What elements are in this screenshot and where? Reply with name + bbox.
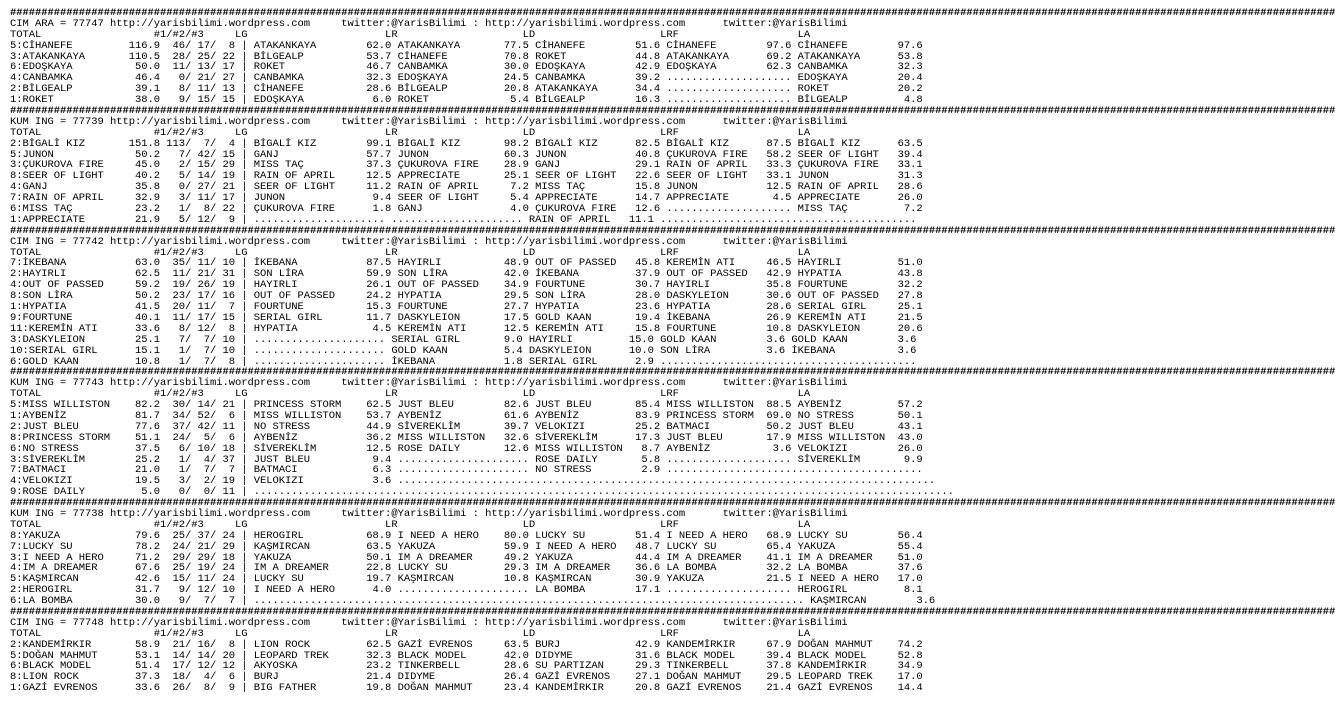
separator-line: ####################################################################################################################################################################################################################	[10, 497, 1335, 510]
horse-row-line: 8:LION ROCK 37.3 18/ 4/ 6 | BURJ 21.4 DIDYME 26.4 GAZİ EVRENOS 27.1 DOĞAN MAHMUT 29.5 LEOPARD TREK 17.0	[10, 671, 923, 684]
horse-row-line: 6:NO STRESS 37.5 6/ 10/ 18 | SİVEREKLİM 12.5 ROSE DAILY 12.6 MISS WILLISTON 8.7 AYBENİZ 3.6 VELOKIZI 26.0	[10, 442, 923, 455]
column-header-line: TOTAL #1/#2/#3 LG LR LD LRF LA	[10, 126, 811, 139]
column-header-line: TOTAL #1/#2/#3 LG LR LD LRF LA	[10, 246, 811, 259]
horse-row-line: 7:RAIN OF APRIL 32.9 3/ 11/ 17 | JUNON 9.4 SEER OF LIGHT 5.4 APPRECIATE 14.7 APPRECIATE 4.5 APPRECIATE 26.0	[10, 192, 923, 205]
horse-row-line: 9:FOURTUNE 40.1 11/ 17/ 15 | SERIAL GIRL 11.7 DASKYLEION 17.5 GOLD KAAN 19.4 İKEBANA 26.9 KEREMİN ATI 21.5	[10, 311, 923, 324]
horse-row-line: 2:HEROGIRL 31.7 9/ 12/ 10 | I NEED A HERO 4.0 ..................... LA BOMBA 17.1 .................... HEROGIRL 8.1	[10, 584, 923, 597]
separator-line: ####################################################################################################################################################################################################################	[10, 366, 1335, 379]
horse-row-line: 3:ÇUKUROVA FIRE 45.0 2/ 15/ 29 | MISS TAÇ 37.3 ÇUKUROVA FIRE 28.9 GANJ 29.1 RAIN OF APRIL 33.3 ÇUKUROVA FIRE 33.1	[10, 159, 923, 172]
column-header-line: TOTAL #1/#2/#3 LG LR LD LRF LA	[10, 28, 811, 41]
horse-row-line: 2:JUST BLEU 77.6 37/ 42/ 11 | NO STRESS 44.9 SİVEREKLİM 39.7 VELOKIZI 25.2 BATMACI 50.2 JUST BLEU 43.1	[10, 420, 923, 433]
race-header-line: KUM ING = 77738 http://yarisbilimi.wordpress.com twitter:@YarisBilimi : http://yarisbilimi.wordpress.com twitter:@YarisBilimi	[10, 507, 848, 520]
horse-row-line: 6:MISS TAÇ 23.2 1/ 8/ 22 | ÇUKUROVA FIRE 1.8 GANJ 4.0 ÇUKUROVA FIRE 12.6 .................... MISS TAÇ 7.2	[10, 203, 923, 216]
horse-row-line: 3:ATAKANKAYA 110.5 28/ 25/ 22 | BİLGEALP 53.7 CİHANEFE 70.8 ROKET 44.8 ATAKANKAYA 69.2 ATAKANKAYA 53.8	[10, 50, 923, 63]
race-header-line: KUM ING = 77739 http://yarisbilimi.wordpress.com twitter:@YarisBilimi : http://yarisbilimi.wordpress.com twitter:@YarisBilimi	[10, 115, 848, 128]
separator-line: ####################################################################################################################################################################################################################	[10, 7, 1335, 19]
horse-row-line: 5:JUNON 50.2 7/ 42/ 15 | GANJ 57.7 JUNON 60.3 JUNON 40.8 ÇUKUROVA FIRE 58.2 SEER OF LIGHT 39.4	[10, 148, 923, 161]
separator-line: ####################################################################################################################################################################################################################	[10, 105, 1335, 118]
separator-line: ####################################################################################################################################################################################################################	[10, 605, 1335, 618]
horse-row-line: 1:AYBENİZ 81.7 34/ 52/ 6 | MISS WILLISTON 53.7 AYBENİZ 61.6 AYBENİZ 83.9 PRINCESS STORM 69.0 NO STRESS 50.1	[10, 409, 923, 422]
horse-row-line: 5:CİHANEFE 116.9 46/ 17/ 8 | ATAKANKAYA 62.0 ATAKANKAYA 77.5 CİHANEFE 51.6 CİHANEFE 97.6 CİHANEFE 97.6	[10, 39, 923, 52]
horse-row-line: 5:MISS WILLISTON 82.2 30/ 14/ 21 | PRINCESS STORM 62.5 JUST BLEU 82.6 JUST BLEU 85.4 MISS WILLISTON 88.5 AYBENİZ 57.2	[10, 399, 923, 412]
column-header-line: TOTAL #1/#2/#3 LG LR LD LRF LA	[10, 388, 811, 401]
race-header-line: KUM ING = 77743 http://yarisbilimi.wordpress.com twitter:@YarisBilimi : http://yarisbilimi.wordpress.com twitter:@YarisBilimi	[10, 377, 848, 390]
horse-row-line: 7:BATMACI 21.0 1/ 7/ 7 | BATMACI 6.3 ..................... NO STRESS 2.9 .........................................	[10, 464, 923, 477]
horse-row-line: 8:SEER OF LIGHT 40.2 5/ 14/ 19 | RAIN OF APRIL 12.5 APPRECIATE 25.1 SEER OF LIGHT 22.6 SEER OF LIGHT 33.1 JUNON 31.3	[10, 170, 923, 183]
horse-row-line: 8:YAKUZA 79.6 25/ 37/ 24 | HEROGIRL 68.9 I NEED A HERO 80.0 LUCKY SU 51.4 I NEED A HERO 68.9 LUCKY SU 56.4	[10, 529, 923, 542]
horse-row-line: 6:GOLD KAAN 10.8 1/ 7/ 8 | ..................... İKEBANA 1.8 SERIAL GIRL 2.9 .........................................	[10, 355, 917, 368]
horse-row-line: 6:EDOŞKAYA 50.0 11/ 13/ 17 | ROKET 46.7 CANBAMKA 30.0 EDOŞKAYA 42.9 EDOŞKAYA 62.3 CANBAMKA 32.3	[10, 61, 923, 74]
horse-row-line: 7:LUCKY SU 78.2 24/ 21/ 29 | KAŞMIRCAN 63.5 YAKUZA 59.9 I NEED A HERO 48.7 LUCKY SU 65.4 YAKUZA 55.4	[10, 540, 923, 553]
horse-row-line: 3:SİVEREKLİM 25.2 1/ 4/ 37 | JUST BLEU 9.4 ..................... ROSE DAILY 5.8 .................... SİVEREKLİM 9.9	[10, 453, 923, 466]
horse-row-line: 3:DASKYLEION 25.1 7/ 7/ 10 | ..................... SERIAL GIRL 9.0 HAYIRLI 15.0 GOLD KAAN 3.6 GOLD KAAN 3.6	[10, 333, 917, 346]
horse-row-line: 2:KANDEMİRKIR 58.9 21/ 16/ 8 | LION ROCK 62.5 GAZİ EVRENOS 63.5 BURJ 42.9 KANDEMİRKIR 67.9 DOĞAN MAHMUT 74.2	[10, 638, 923, 651]
race-statistics-text	[10, 7, 1335, 695]
horse-row-line: 2:HAYIRLI 62.5 11/ 21/ 31 | SON LİRA 59.9 SON LİRA 42.0 İKEBANA 37.9 OUT OF PASSED 42.9 HYPATIA 43.8	[10, 268, 923, 281]
race-header-line: CIM ARA = 77747 http://yarisbilimi.wordpress.com twitter:@YarisBilimi : http://yarisbilimi.wordpress.com twitter:@YarisBilimi	[10, 17, 848, 30]
horse-row-line: 9:ROSE DAILY 5.0 0/ 0/ 11 | ................................................................................................................	[10, 486, 954, 499]
horse-row-line: 1:ROKET 38.0 9/ 15/ 15 | EDOŞKAYA 6.0 ROKET 5.4 BİLGEALP 16.3 .................... BİLGEALP 4.8	[10, 94, 923, 107]
horse-row-line: 5:DOĞAN MAHMUT 53.1 14/ 14/ 20 | LEOPARD TREK 32.3 BLACK MODEL 42.0 DIDYME 31.6 BLACK MODEL 39.4 BLACK MODEL 52.8	[10, 649, 923, 662]
horse-row-line: 6:LA BOMBA 30.0 9/ 7/ 7 | ........................................................................................ KAŞMIRCAN 3.6	[10, 595, 936, 608]
horse-row-line: 4:OUT OF PASSED 59.2 19/ 26/ 19 | HAYIRLI 26.1 OUT OF PASSED 34.9 FOURTUNE 30.7 HAYIRLI 35.8 FOURTUNE 32.2	[10, 279, 923, 292]
horse-row-line: 7:İKEBANA 63.0 35/ 11/ 10 | İKEBANA 87.5 HAYIRLI 48.9 OUT OF PASSED 45.8 KEREMİN ATI 46.5 HAYIRLI 51.0	[10, 257, 923, 270]
horse-row-line: 6:BLACK MODEL 51.4 17/ 12/ 12 | AKYOSKA 23.2 TINKERBELL 28.6 SU PARTIZAN 29.3 TINKERBELL 37.8 KANDEMİRKIR 34.9	[10, 660, 923, 673]
horse-row-line: 1:GAZİ EVRENOS 33.6 26/ 8/ 9 | BIG FATHER 19.8 DOĞAN MAHMUT 23.4 KANDEMİRKIR 20.8 GAZİ EVRENOS 21.4 GAZİ EVRENOS 14.4	[10, 682, 923, 695]
horse-row-line: 4:VELOKIZI 19.5 3/ 2/ 19 | VELOKIZI 3.6 ......................................................................................	[10, 475, 936, 488]
horse-row-line: 3:I NEED A HERO 71.2 29/ 29/ 18 | YAKUZA 50.1 IM A DREAMER 49.2 YAKUZA 44.4 IM A DREAMER 41.1 IM A DREAMER 51.0	[10, 551, 923, 564]
race-header-line: CIM ING = 77742 http://yarisbilimi.wordpress.com twitter:@YarisBilimi : http://yarisbilimi.wordpress.com twitter:@YarisBilimi	[10, 235, 848, 248]
horse-row-line: 2:BİGALİ KIZ 151.8 113/ 7/ 4 | BİGALİ KIZ 99.1 BİGALİ KIZ 98.2 BİGALİ KIZ 82.5 BİGALİ KIZ 87.5 BİGALİ KIZ 63.5	[10, 137, 923, 150]
horse-row-line: 4:IM A DREAMER 67.6 25/ 19/ 24 | IM A DREAMER 22.8 LUCKY SU 29.3 IM A DREAMER 36.6 LA BOMBA 32.2 LA BOMBA 37.6	[10, 562, 923, 575]
horse-row-line: 1:HYPATIA 41.5 20/ 11/ 7 | FOURTUNE 15.3 FOURTUNE 27.7 HYPATIA 23.6 HYPATIA 28.6 SERIAL GIRL 25.1	[10, 301, 923, 314]
race-header-line: CIM ING = 77748 http://yarisbilimi.wordpress.com twitter:@YarisBilimi : http://yarisbilimi.wordpress.com twitter:@YarisBilimi	[10, 616, 848, 629]
horse-row-line: 10:SERIAL GIRL 15.1 1/ 7/ 10 | ..................... GOLD KAAN 5.4 DASKYLEION 10.0 SON LİRA 3.6 İKEBANA 3.6	[10, 344, 917, 357]
horse-row-line: 4:CANBAMKA 46.4 0/ 21/ 27 | CANBAMKA 32.3 EDOŞKAYA 24.5 CANBAMKA 39.2 .................... EDOŞKAYA 20.4	[10, 72, 923, 85]
horse-row-line: 8:PRINCESS STORM 51.1 24/ 5/ 6 | AYBENİZ 36.2 MISS WILLISTON 32.6 SİVEREKLİM 17.3 JUST BLEU 17.9 MISS WILLISTON 43.0	[10, 431, 923, 444]
horse-row-line: 4:GANJ 35.8 0/ 27/ 21 | SEER OF LIGHT 11.2 RAIN OF APRIL 7.2 MISS TAÇ 15.8 JUNON 12.5 RAIN OF APRIL 28.6	[10, 181, 923, 194]
column-header-line: TOTAL #1/#2/#3 LG LR LD LRF LA	[10, 627, 811, 640]
column-header-line: TOTAL #1/#2/#3 LG LR LD LRF LA	[10, 518, 811, 531]
horse-row-line: 1:APPRECIATE 21.9 5/ 12/ 9 | ..................... ..................... RAIN OF APRIL 11.1 .........................................	[10, 213, 917, 226]
horse-row-line: 5:KAŞMIRCAN 42.6 15/ 11/ 24 | LUCKY SU 19.7 KAŞMIRCAN 10.8 KAŞMIRCAN 30.9 YAKUZA 21.5 I NEED A HERO 17.0	[10, 573, 923, 586]
horse-row-line: 11:KEREMİN ATI 33.6 8/ 12/ 8 | HYPATIA 4.5 KEREMİN ATI 12.5 KEREMİN ATI 15.8 FOURTUNE 10.8 DASKYLEION 20.6	[10, 322, 923, 335]
horse-row-line: 8:SON LİRA 50.2 23/ 17/ 16 | OUT OF PASSED 24.2 HYPATIA 29.5 SON LİRA 28.0 DASKYLEION 30.6 OUT OF PASSED 27.8	[10, 290, 923, 303]
separator-line: ####################################################################################################################################################################################################################	[10, 224, 1335, 237]
horse-row-line: 2:BİLGEALP 39.1 8/ 11/ 13 | CİHANEFE 28.6 BİLGEALP 20.8 ATAKANKAYA 34.4 .................... ROKET 20.2	[10, 83, 923, 96]
